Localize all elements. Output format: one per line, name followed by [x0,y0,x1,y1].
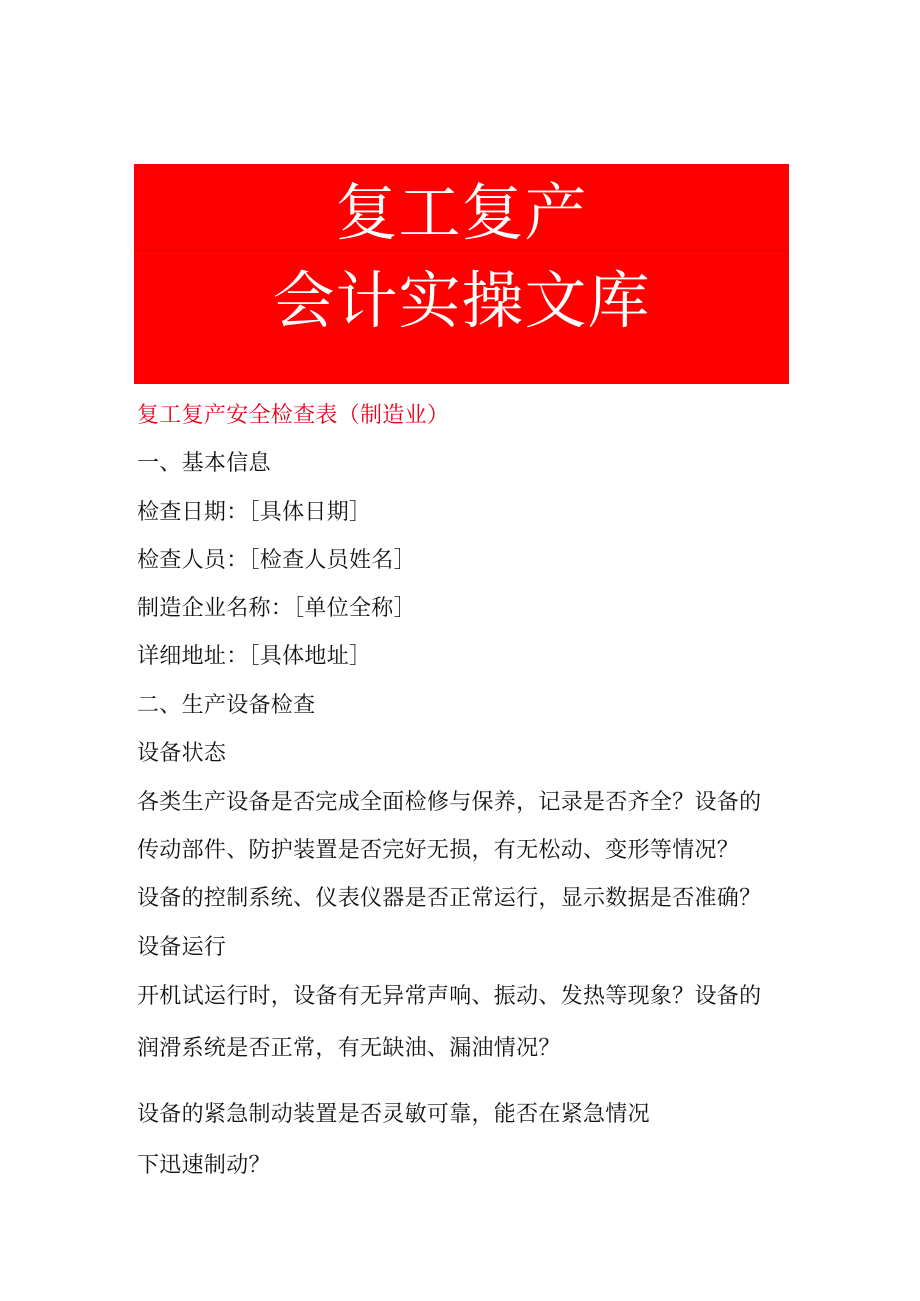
paragraph-line: 润滑系统是否正常，有无缺油、漏油情况？ [137,1036,561,1061]
subheading-equipment-status: 设备状态 [137,741,227,766]
section-heading-basic-info: 一、基本信息 [137,451,271,476]
paragraph-line: 传动部件、防护装置是否完好无损，有无松动、变形等情况？ [137,838,740,863]
banner-divider [134,250,789,251]
banner-title-line2: 会计实操文库 [272,264,651,337]
field-inspector: 检查人员：［检查人员姓名］ [137,548,416,573]
paragraph-line: 开机试运行时，设备有无异常声响、振动、发热等现象？设备的 [137,984,762,1009]
field-company-name: 制造企业名称：［单位全称］ [137,596,416,621]
document-title: 复工复产安全检查表（制造业） [137,403,450,428]
banner-title-line1: 复工复产 [335,176,588,249]
paragraph-line: 设备的控制系统、仪表仪器是否正常运行，显示数据是否准确？ [137,886,762,911]
field-inspection-date: 检查日期：［具体日期］ [137,500,372,525]
paragraph-line: 下迅速制动？ [137,1153,271,1178]
paragraph-line: 设备的紧急制动装置是否灵敏可靠，能否在紧急情况 [137,1102,650,1127]
section-heading-equipment: 二、生产设备检查 [137,693,316,718]
field-address: 详细地址：［具体地址］ [137,644,372,669]
paragraph-line: 各类生产设备是否完成全面检修与保养，记录是否齐全？设备的 [137,790,762,815]
subheading-equipment-operation: 设备运行 [137,935,227,960]
